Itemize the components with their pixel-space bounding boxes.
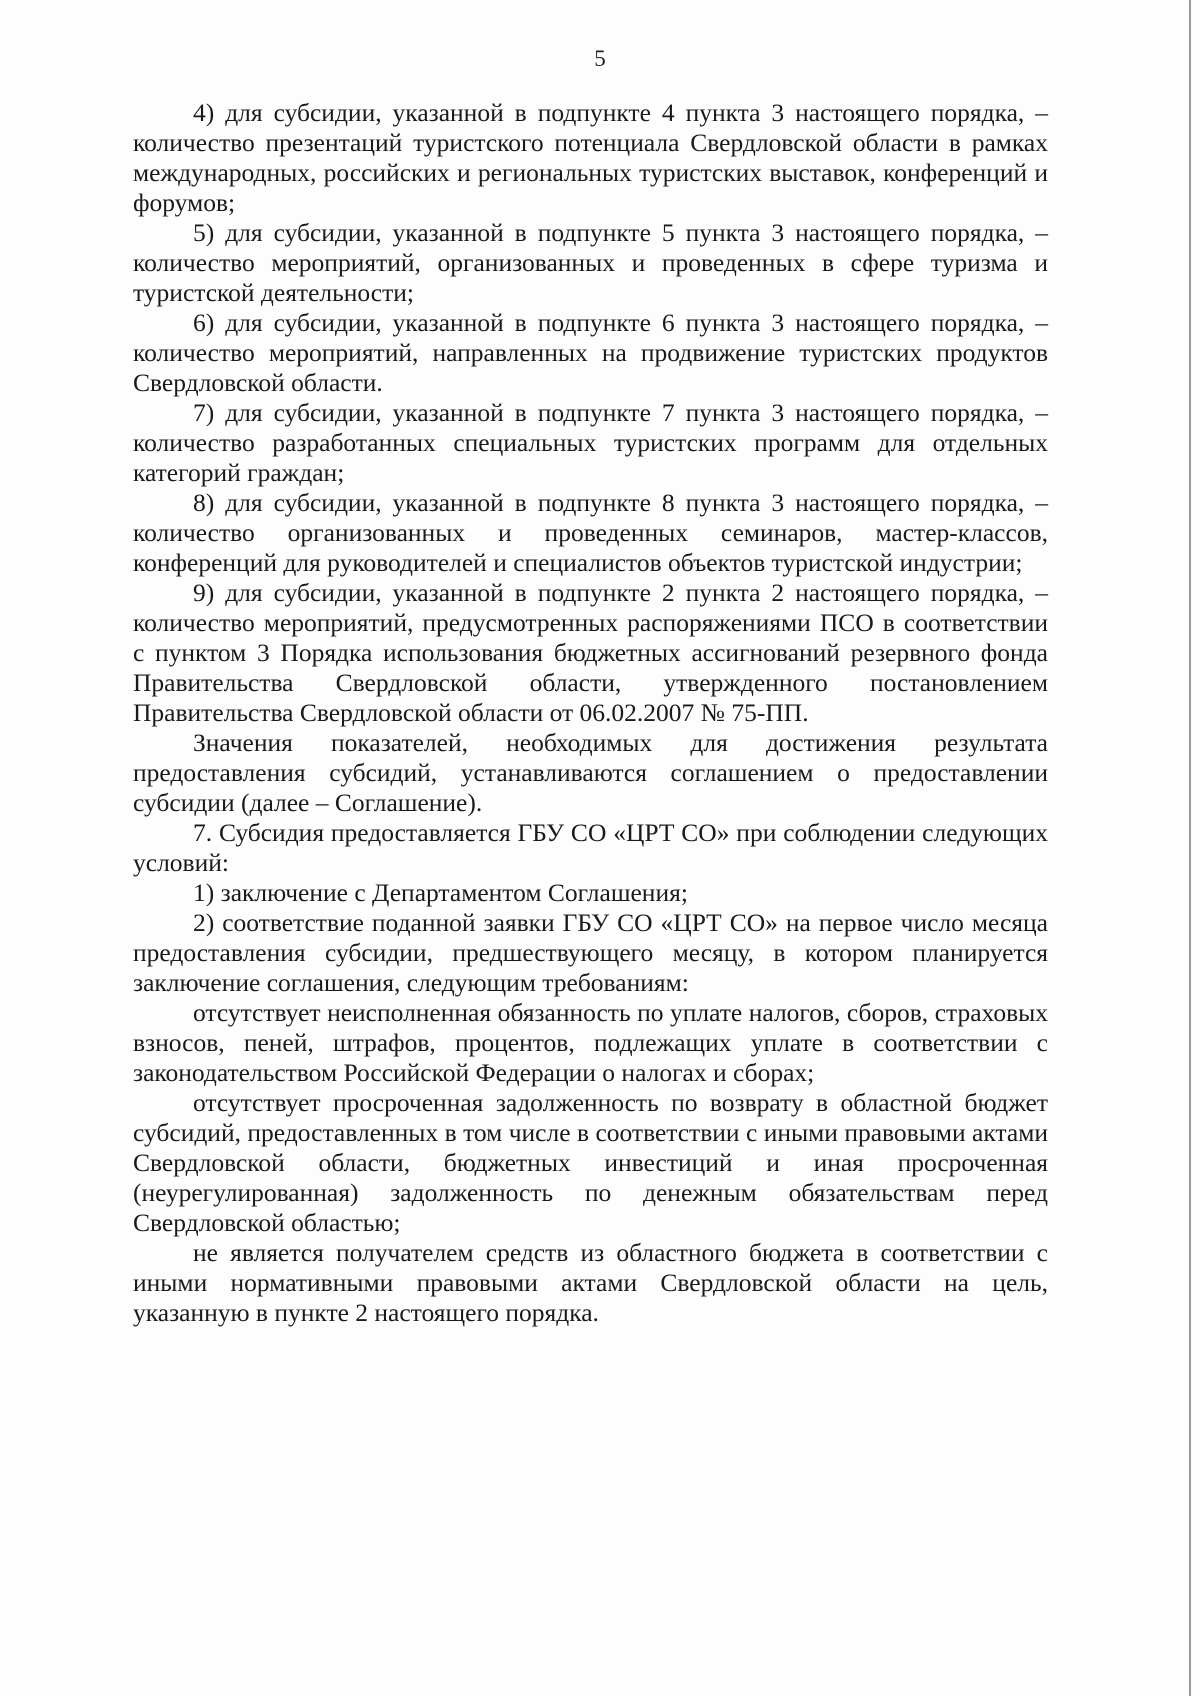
- document-body: [133, 98, 1048, 1328]
- paragraph-subitem-4: 4) для субсидии, указанной в подпункте 4 пункта 3 настоящего порядка, – количество презентаций туристского потенциала Свердловской области в рамках международных, российских и региональных туристских выставок, конференций и форумов;: [133, 98, 1048, 217]
- page-edge-line: [1189, 0, 1191, 1696]
- paragraph-condition-1: 1) заключение с Департаментом Соглашения;: [193, 878, 688, 907]
- paragraph-subitem-7: 7) для субсидии, указанной в подпункте 7 пункта 3 настоящего порядка, – количество разработанных специальных туристских программ для отдельных категорий граждан;: [133, 398, 1048, 487]
- paragraph-requirement-taxes: отсутствует неисполненная обязанность по уплате налогов, сборов, страховых взносов, пеней, штрафов, процентов, подлежащих уплате в соответствии с законодательством Российской Федерации о налогах и сборах;: [133, 998, 1048, 1087]
- paragraph-subitem-9: 9) для субсидии, указанной в подпункте 2 пункта 2 настоящего порядка, – количество мероприятий, предусмотренных распоряжениями ПСО в соответствии с пунктом 3 Порядка использования бюджетных ассигнований резервного фонда Правительства Свердловской области, утвержденного постановлением Правительства Свердловской области от 06.02.2007 № 75-ПП.: [133, 578, 1048, 727]
- paragraph-condition-2: 2) соответствие поданной заявки ГБУ СО «ЦРТ СО» на первое число месяца предоставления субсидии, предшествующего месяцу, в котором планируется заключение соглашения, следующим требованиям:: [133, 908, 1048, 997]
- paragraph-requirement-debt: отсутствует просроченная задолженность по возврату в областной бюджет субсидий, предоставленных в том числе в соответствии с иными правовыми актами Свердловской области, бюджетных инвестиций и иная просроченная (неурегулированная) задолженность по денежным обязательствам перед Свердловской областью;: [133, 1088, 1048, 1237]
- page-number: 5: [594, 46, 606, 71]
- paragraph-clause-7: 7. Субсидия предоставляется ГБУ СО «ЦРТ СО» при соблюдении следующих условий:: [133, 818, 1048, 877]
- paragraph-subitem-5: 5) для субсидии, указанной в подпункте 5 пункта 3 настоящего порядка, – количество мероприятий, организованных и проведенных в сфере туризма и туристской деятельности;: [133, 218, 1048, 307]
- paragraph-subitem-6: 6) для субсидии, указанной в подпункте 6 пункта 3 настоящего порядка, – количество мероприятий, направленных на продвижение туристских продуктов Свердловской области.: [133, 308, 1048, 397]
- paragraph-subitem-8: 8) для субсидии, указанной в подпункте 8 пункта 3 настоящего порядка, – количество организованных и проведенных семинаров, мастер-классов, конференций для руководителей и специалистов объектов туристской индустрии;: [133, 488, 1048, 577]
- paragraph-requirement-recipient: не является получателем средств из областного бюджета в соответствии с иными нормативными правовыми актами Свердловской области на цель, указанную в пункте 2 настоящего порядка.: [133, 1238, 1048, 1327]
- paragraph-indicator-values: Значения показателей, необходимых для достижения результата предоставления субсидий, устанавливаются соглашением о предоставлении субсидии (далее – Соглашение).: [133, 728, 1048, 817]
